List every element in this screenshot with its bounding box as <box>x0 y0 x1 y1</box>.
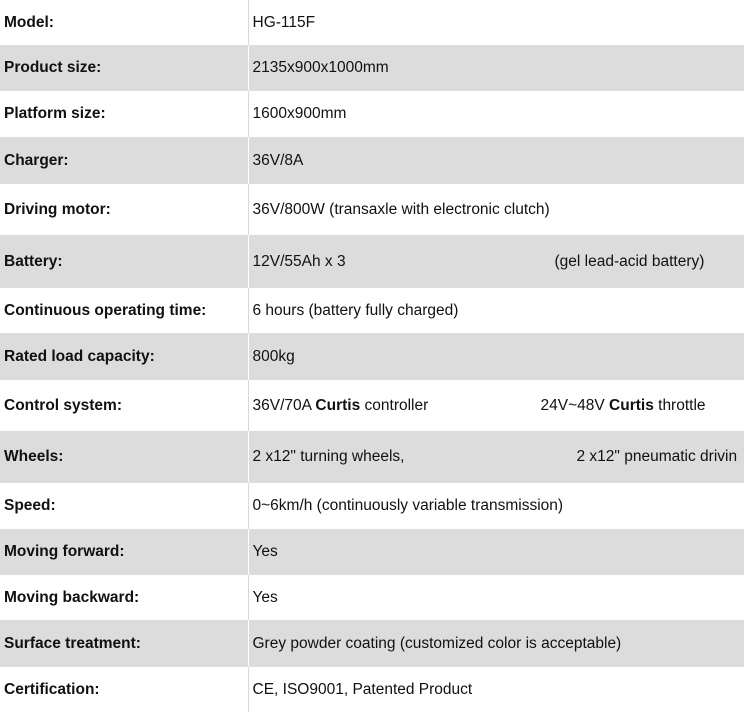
spec-label: Surface treatment: <box>0 620 248 667</box>
spec-value: CE, ISO9001, Patented Product <box>252 680 473 698</box>
spec-label: Battery: <box>0 235 248 288</box>
table-row <box>0 667 744 712</box>
drive-wheels-spec: 2 x12" pneumatic drivin <box>576 448 738 465</box>
spec-label: Driving motor: <box>0 184 248 235</box>
spec-value: 2135x900x1000mm <box>248 45 744 91</box>
spec-label: Certification: <box>0 667 248 712</box>
table-row <box>0 620 744 667</box>
spec-value: 800kg <box>248 333 744 380</box>
controller-spec-suffix: controller <box>360 396 429 414</box>
table-row <box>0 184 744 235</box>
spec-label: Continuous operating time: <box>0 288 248 333</box>
spec-label: Wheels: <box>0 431 248 483</box>
table-row <box>0 288 744 333</box>
spec-label: Model: <box>0 0 248 45</box>
battery-type: (gel lead-acid battery) <box>554 252 705 270</box>
spec-label: Moving backward: <box>0 575 248 620</box>
controller-spec-prefix: 36V/70A <box>252 396 316 414</box>
table-row <box>0 45 744 91</box>
spec-value: 36V/8A <box>248 137 744 184</box>
spec-label: Rated load capacity: <box>0 333 248 380</box>
spec-value: 36V/800W (transaxle with electronic clutch) <box>252 200 550 218</box>
throttle-spec-suffix: throttle <box>653 396 706 414</box>
controller-spec <box>253 397 429 414</box>
spec-value <box>248 235 744 288</box>
spec-value: 0~6km/h (continuously variable transmission) <box>252 497 564 514</box>
spec-label: Platform size: <box>0 91 248 137</box>
spec-label: Charger: <box>0 137 248 184</box>
table-row <box>0 137 744 184</box>
throttle-brand: Curtis <box>609 396 654 414</box>
battery-spec: 12V/55Ah x 3 <box>252 252 346 270</box>
turning-wheels-spec: 2 x12" turning wheels, <box>252 448 405 465</box>
throttle-spec <box>541 397 706 415</box>
table-row <box>0 91 744 137</box>
table-row <box>0 575 744 620</box>
spec-label: Moving forward: <box>0 529 248 575</box>
spec-value: 6 hours (battery fully charged) <box>252 301 459 319</box>
table-row <box>0 235 744 288</box>
controller-brand: Curtis <box>315 396 361 414</box>
spec-value: HG-115F <box>252 13 316 31</box>
table-row <box>0 431 744 483</box>
table-row <box>0 380 744 431</box>
spec-label: Control system: <box>0 380 248 431</box>
table-row <box>0 529 744 575</box>
spec-value <box>248 431 744 483</box>
spec-label: Product size: <box>0 45 248 91</box>
table-row <box>0 483 744 529</box>
spec-value: 1600x900mm <box>252 105 347 122</box>
spec-value: Yes <box>252 588 278 606</box>
spec-value: Grey powder coating (customized color is acceptable) <box>248 620 744 667</box>
spec-value <box>248 380 744 431</box>
table-row <box>0 333 744 380</box>
throttle-spec-prefix: 24V~48V <box>540 396 610 414</box>
spec-label: Speed: <box>0 483 248 529</box>
spec-value: Yes <box>248 529 744 575</box>
table-row <box>0 0 744 45</box>
